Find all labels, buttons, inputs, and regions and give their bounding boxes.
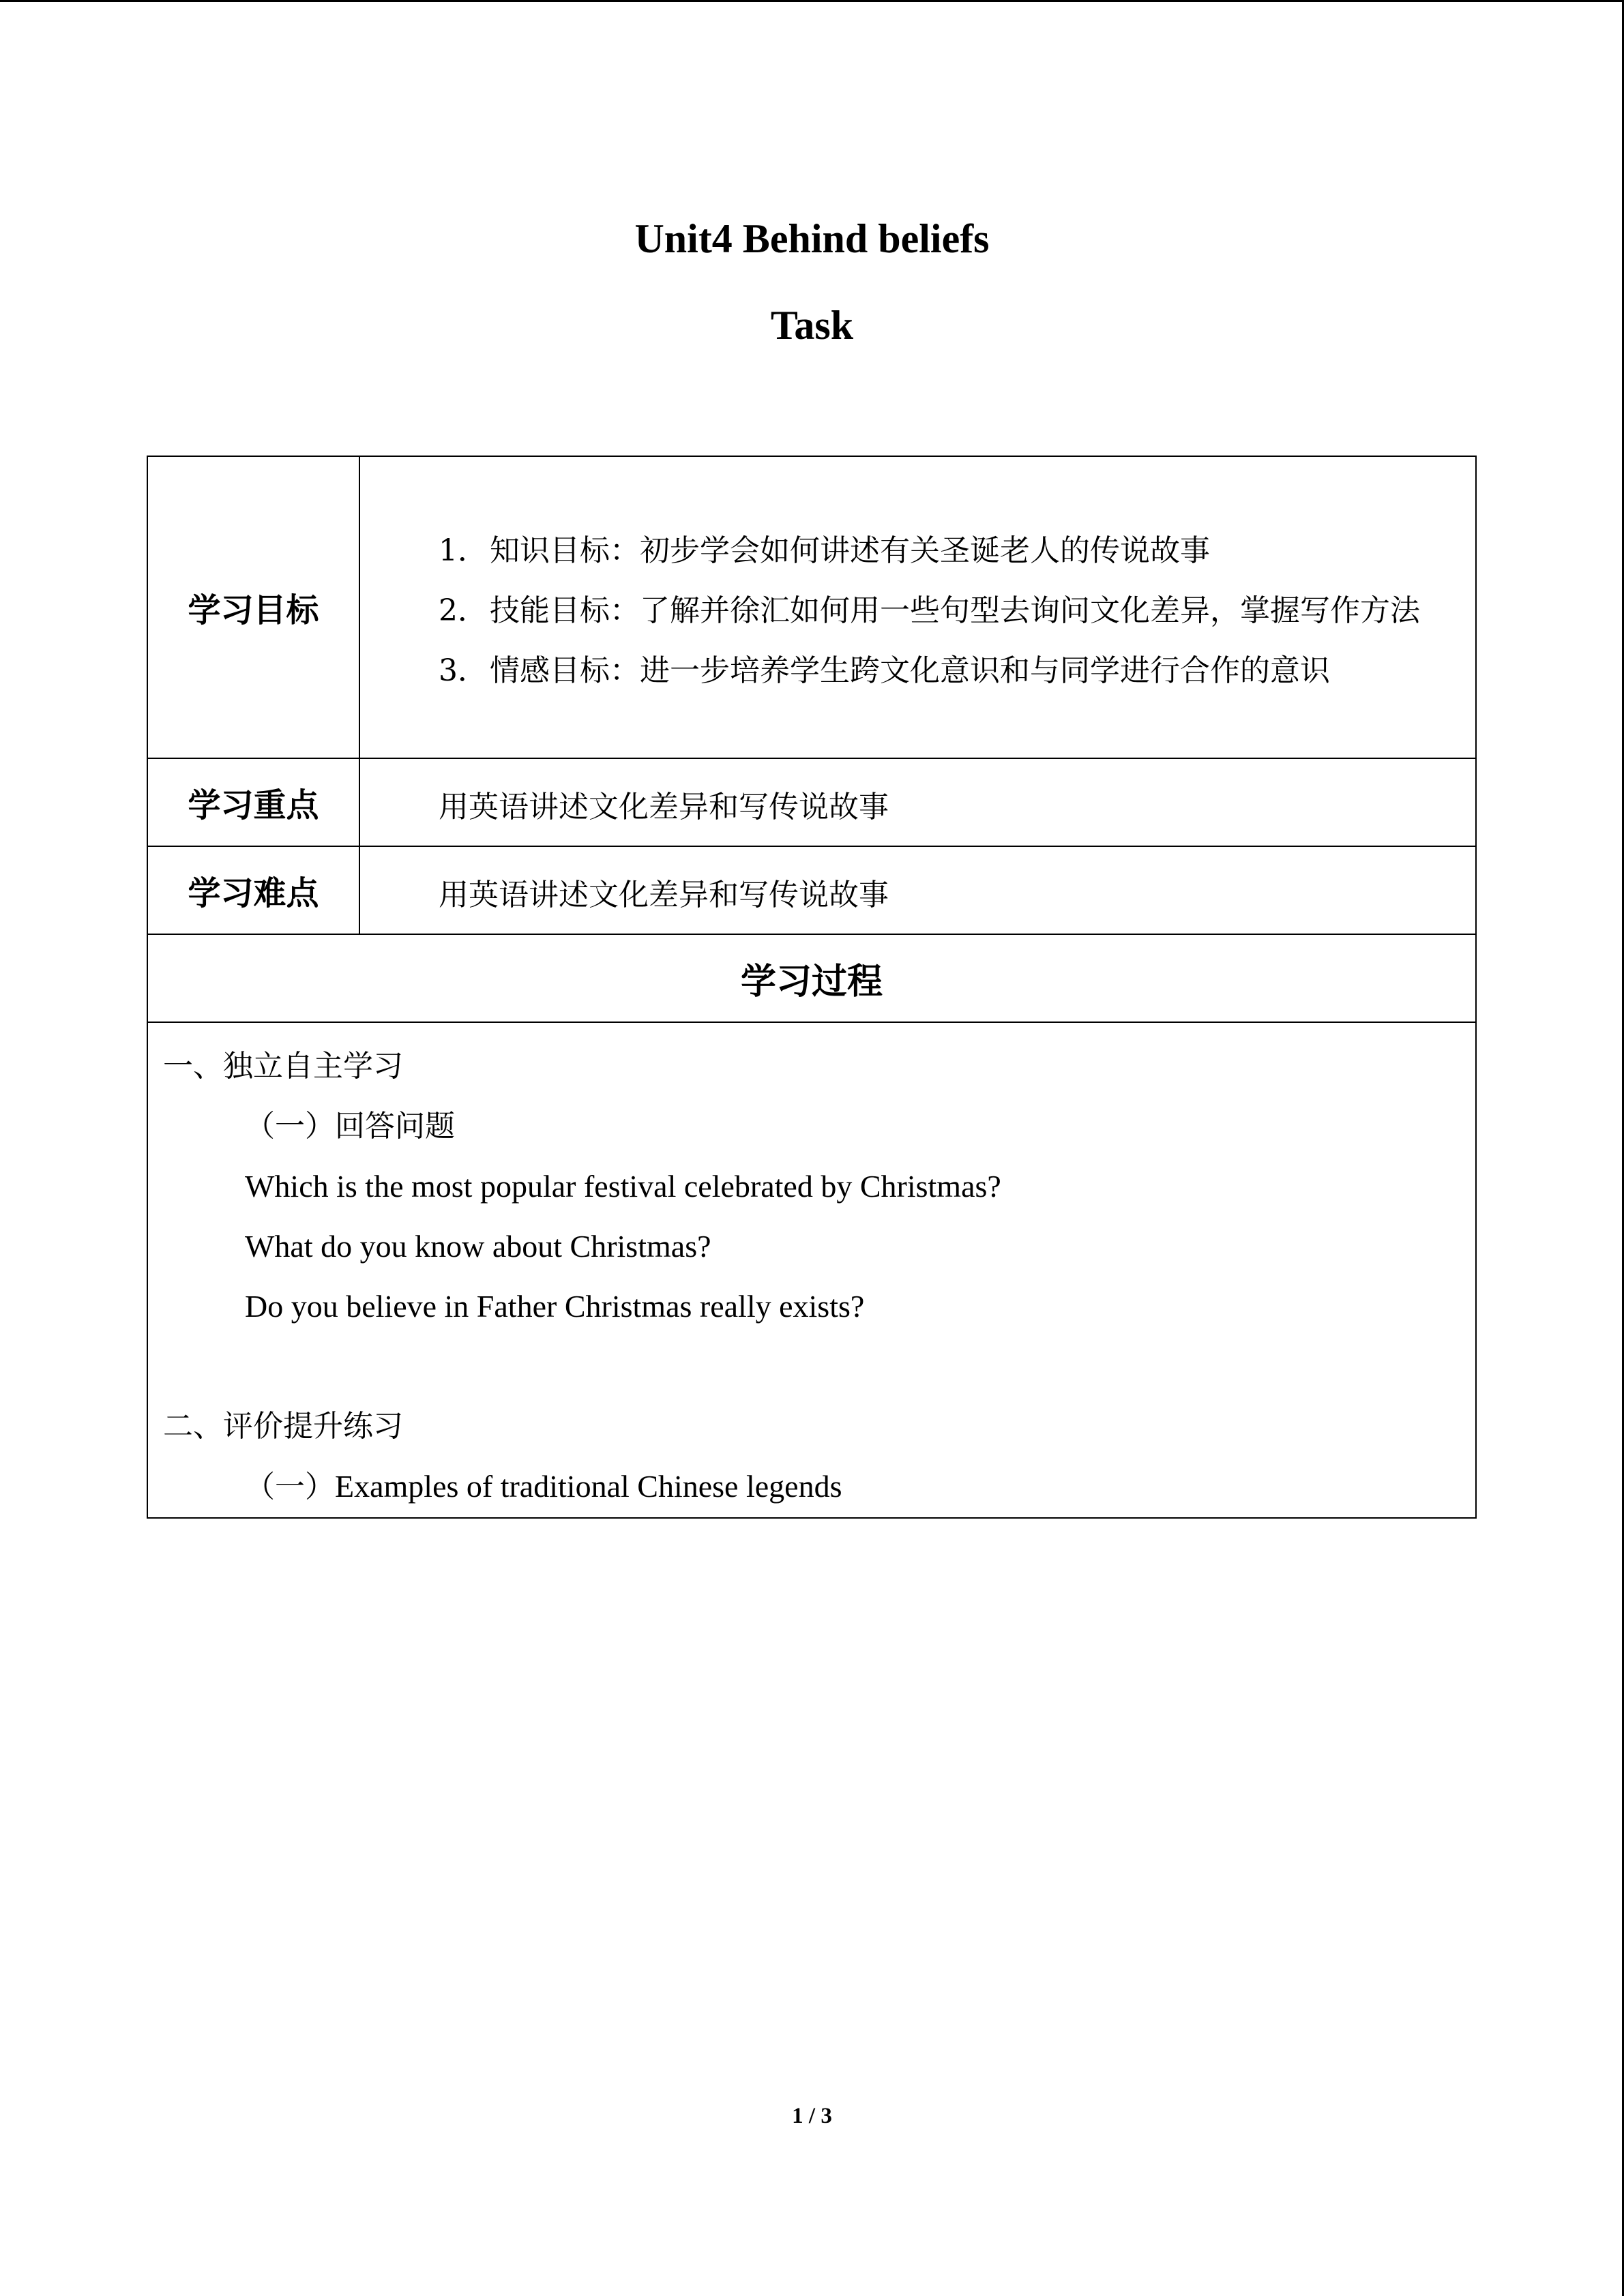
goal-number: 2． — [439, 593, 488, 628]
question-2: What do you know about Christmas? — [245, 1229, 711, 1264]
lesson-plan-table — [147, 456, 1477, 1519]
goal-item-1 — [360, 521, 1455, 581]
difficulty-content-cell — [359, 846, 1476, 934]
goals-row — [147, 456, 1476, 758]
page-top-border — [0, 0, 1624, 2]
difficulty-content: 用英语讲述文化差异和写传说故事 — [439, 877, 889, 912]
section-2-sub-prefix: （一） — [245, 1470, 335, 1504]
section-1-title: 一、独立自主学习 — [163, 1049, 403, 1084]
goals-list — [360, 514, 1475, 701]
goal-number: 1． — [439, 533, 488, 568]
goals-content — [359, 456, 1476, 758]
goal-text: 知识目标：初步学会如何讲述有关圣诞老人的传说故事 — [490, 533, 1210, 568]
focus-content-cell — [359, 758, 1476, 846]
process-header: 学习过程 — [147, 934, 1476, 1022]
goal-number: 3． — [439, 653, 488, 688]
document-subtitle: Task — [770, 303, 854, 348]
difficulty-label: 学习难点 — [147, 846, 359, 934]
process-body-row — [147, 1022, 1476, 1518]
goals-label: 学习目标 — [147, 456, 359, 758]
focus-row — [147, 758, 1476, 846]
page-indicator: 1 / 3 — [792, 2104, 832, 2128]
focus-label: 学习重点 — [147, 758, 359, 846]
focus-content: 用英语讲述文化差异和写传说故事 — [439, 789, 889, 824]
goal-text: 情感目标：进一步培养学生跨文化意识和与同学进行合作的意识 — [490, 653, 1330, 688]
goal-item-3 — [360, 641, 1455, 701]
process-body — [148, 1023, 1475, 1517]
goal-text: 技能目标：了解并徐汇如何用一些句型去询问文化差异，掌握写作方法 — [490, 593, 1420, 628]
goal-item-2 — [360, 581, 1455, 641]
process-body-cell — [147, 1022, 1476, 1518]
difficulty-row — [147, 846, 1476, 934]
section-2-sub-text: Examples of traditional Chinese legends — [335, 1469, 842, 1504]
blank-line — [163, 1337, 1462, 1397]
question-1: Which is the most popular festival celebrated by Christmas? — [245, 1169, 1001, 1204]
question-3: Do you believe in Father Christmas really exists? — [245, 1289, 865, 1324]
section-2-title: 二、评价提升练习 — [163, 1409, 403, 1444]
section-2-subtitle — [163, 1457, 1462, 1517]
section-1-subtitle: （一）回答问题 — [245, 1109, 455, 1144]
process-header-row — [147, 934, 1476, 1022]
document-title: Unit4 Behind beliefs — [634, 216, 990, 261]
